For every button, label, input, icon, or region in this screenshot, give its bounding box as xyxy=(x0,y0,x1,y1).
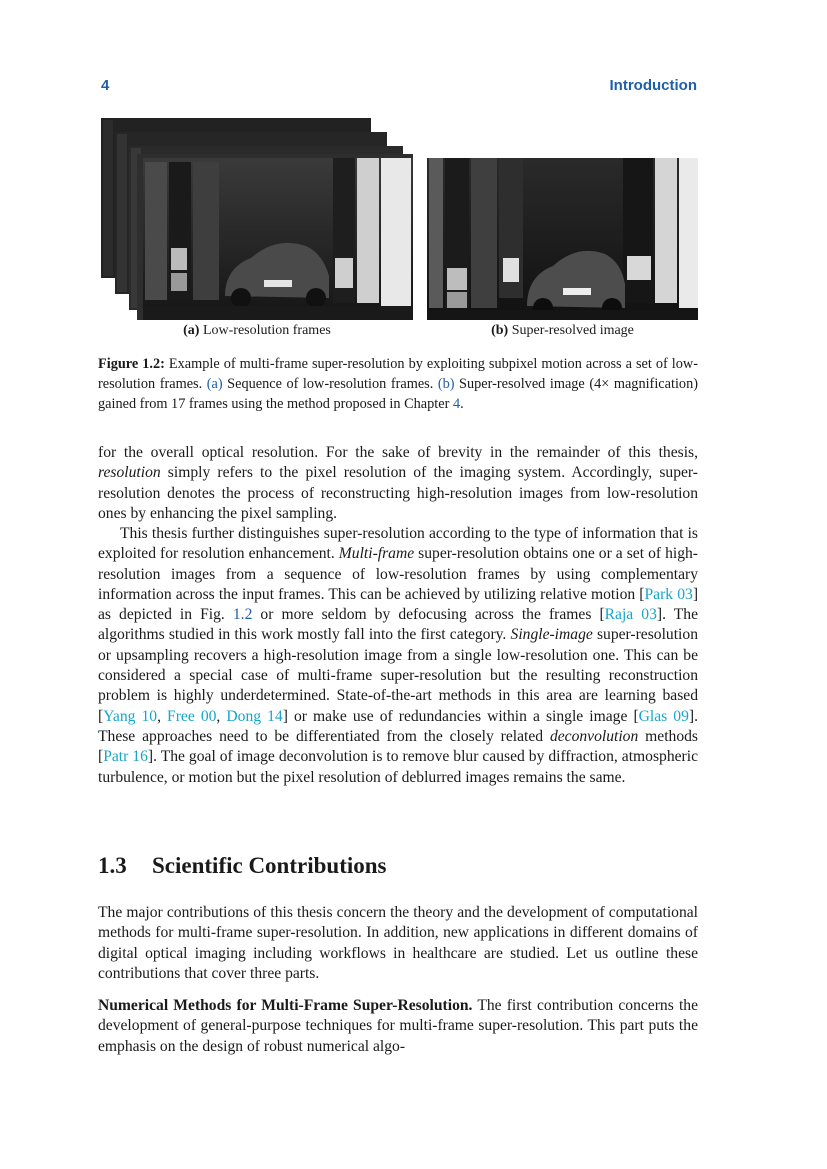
chapter-link[interactable]: 4 xyxy=(452,396,461,412)
figure-label: Figure 1.2: xyxy=(98,356,165,372)
paragraph-contributions-intro: The major contributions of this thesis concern the theory and the development of computational methods for multi-frame super-resolution. In addition, new applications in different domains of digital optical imaging including workflows in healthcare are studied. Let us outline these contributions that cover three parts. xyxy=(98,904,698,982)
citation-link[interactable]: Park 03 xyxy=(644,585,693,603)
front-frame xyxy=(143,158,413,320)
subfigure-text-a: Low-resolution frames xyxy=(202,323,331,338)
section-title: Scientific Contributions xyxy=(152,853,387,878)
citation-link[interactable]: Free 00 xyxy=(167,707,217,725)
book-spine xyxy=(679,158,698,308)
section-number: 1.3 xyxy=(98,853,127,878)
figure-panel-b-image xyxy=(427,158,698,320)
figure-caption: Figure 1.2: Example of multi-frame super-resolution by exploiting subpixel motion across a set of low-resolution frames. (a) Sequence of low-resolution frames. (b) Super-resolved image (4× magnification) gained from 17 frames using the method proposed in Chapter 4. xyxy=(98,356,698,412)
citation-link[interactable]: Dong 14 xyxy=(226,707,283,725)
subfigure-ref-a[interactable]: (a) xyxy=(206,376,223,392)
license-plate xyxy=(563,288,591,295)
book-spine xyxy=(193,162,219,300)
paragraph-resolution-definition: for the overall optical resolution. For the sake of brevity in the remainder of this thesis, resolution simply refers to the pixel resolution of the imaging system. Accordingly, super-resolution denotes the process of reconstructing high-resolution images from low-resolution ones by enhancing the pixel sampling. xyxy=(98,444,698,522)
book-spine xyxy=(429,158,443,308)
page-number: 4 xyxy=(101,77,110,94)
book-spine xyxy=(381,158,411,308)
section-heading xyxy=(98,853,386,879)
subfigure-label-b: (b) xyxy=(491,323,509,338)
subfigure-text-b: Super-resolved image xyxy=(511,323,634,338)
subfigure-caption-b xyxy=(427,323,698,339)
book-spine xyxy=(623,158,653,303)
subfigure-caption-a xyxy=(101,323,413,339)
citation-link[interactable]: Raja 03 xyxy=(604,606,657,624)
paragraph-heading: Numerical Methods for Multi-Frame Super-Resolution. xyxy=(98,997,473,1014)
book-spine xyxy=(655,158,677,303)
subfigure-label-a: (a) xyxy=(183,323,200,338)
figure-link[interactable]: 1.2 xyxy=(232,606,253,624)
book-spine xyxy=(145,162,167,300)
book-spine xyxy=(471,158,497,308)
figure-panel-a-image xyxy=(101,118,413,320)
license-plate xyxy=(264,280,292,287)
citation-link[interactable]: Yang 10 xyxy=(103,707,158,725)
paragraph-super-resolution-types: This thesis further distinguishes super-resolution according to the type of information that is exploited for resolution enhancement. Multi-frame super-resolution obtains one or a set of high-resolution images from a sequence of low-resolution frames by using complementary information across the input frames. This can be achieved by utilizing relative motion [Park 03] as depicted in Fig. 1.2 or more seldom by defocusing across the frames [Raja 03]. The algorithms studied in this work mostly fall into the first category. Single-image super-resolution or upsampling recovers a high-resolution image from a single low-resolution one. This can be considered a special case of multi-frame super-resolution but the resulting reconstruction problem is highly underdetermined. State-of-the-art methods in this area are learning based [Yang 10, Free 00, Dong 14] or make use of redundancies within a single image [Glas 09]. These approaches need to be differentiated from the closely related deconvolution methods [Patr 16]. The goal of image deconvolution is to remove blur caused by diffraction, atmospheric turbulence, or motion but the pixel resolution of deblurred images remains the same. xyxy=(98,525,699,786)
citation-link[interactable]: Glas 09 xyxy=(638,707,689,725)
subfigure-ref-b[interactable]: (b) xyxy=(437,376,455,392)
paragraph-numerical-methods: Numerical Methods for Multi-Frame Super-Resolution. The first contribution concerns the development of general-purpose techniques for multi-frame super-resolution. This part puts the emphasis on the design of robust numerical algo- xyxy=(98,997,698,1055)
book-spine xyxy=(357,158,379,303)
citation-link[interactable]: Patr 16 xyxy=(103,748,148,766)
running-header: Introduction xyxy=(609,77,697,94)
